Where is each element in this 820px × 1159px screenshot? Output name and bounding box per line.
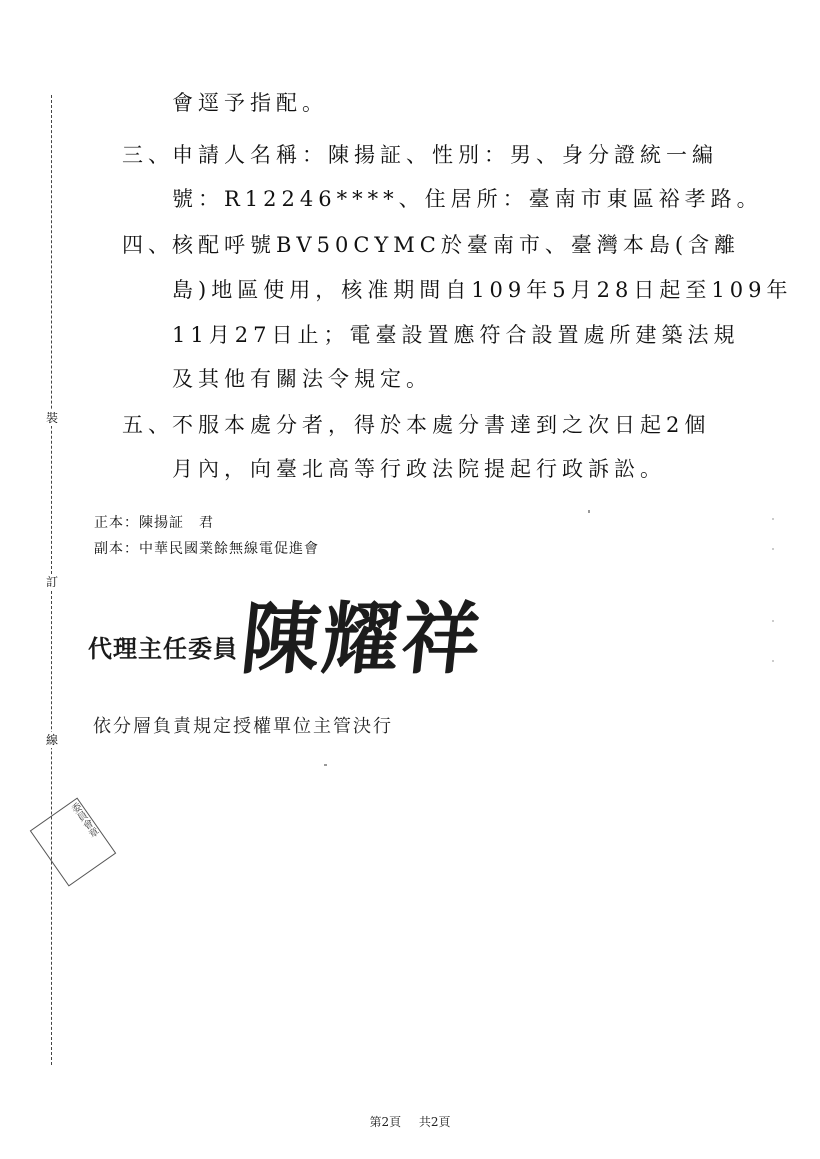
paragraph-4-line-1: 核配呼號BV50CYMC於臺南市、臺灣本島(含離 [172, 233, 741, 257]
binding-mark-zhuang: 裝 [45, 411, 58, 425]
binding-mark-xian: 線 [45, 733, 58, 747]
delegation-note: 依分層負責規定授權單位主管決行 [93, 716, 393, 737]
scan-speck [772, 518, 774, 520]
paragraph-5-line-1: 不服本處分者，得於本處分書達到之次日起2個 [172, 413, 711, 437]
paragraph-5-number: 五、 [122, 413, 174, 437]
scan-speck [588, 510, 590, 513]
scan-speck [772, 548, 774, 550]
paragraph-4-line-3: 11月27日止；電臺設置應符合設置處所建築法規 [172, 323, 740, 347]
page-total: 共2頁 [418, 1115, 451, 1129]
seal-stamp: 委員會章 [30, 798, 117, 887]
paragraph-5-line-2: 月內，向臺北高等行政法院提起行政訴訟。 [172, 457, 666, 481]
recipient-original: 正本：陳揚証 君 [94, 515, 214, 531]
signature-block [88, 590, 487, 690]
scan-speck [324, 764, 327, 766]
paragraph-4-number: 四、 [122, 233, 174, 257]
page-number: 第2頁 [369, 1115, 402, 1129]
paragraph-3-line-2: 號：R12246****、住居所：臺南市東區裕孝路。 [172, 187, 763, 211]
scan-speck [772, 660, 774, 662]
page-footer [0, 1113, 820, 1130]
paragraph-4-line-4: 及其他有關法令規定。 [172, 367, 432, 391]
recipient-copy: 副本：中華民國業餘無線電促進會 [94, 541, 319, 557]
binding-mark-ding: 訂 [45, 575, 58, 589]
signature-title: 代理主任委員 [88, 635, 238, 663]
paragraph-4-line-2: 島)地區使用，核准期間自109年5月28日起至109年 [172, 278, 793, 302]
paragraph-2-continuation: 會逕予指配。 [172, 91, 328, 115]
signature-name: 陳耀祥 [237, 595, 487, 685]
scan-speck [772, 620, 774, 622]
paragraph-3-line-1: 申請人名稱：陳揚証、性別：男、身分證統一編 [172, 143, 718, 167]
paragraph-3-number: 三、 [122, 143, 174, 167]
